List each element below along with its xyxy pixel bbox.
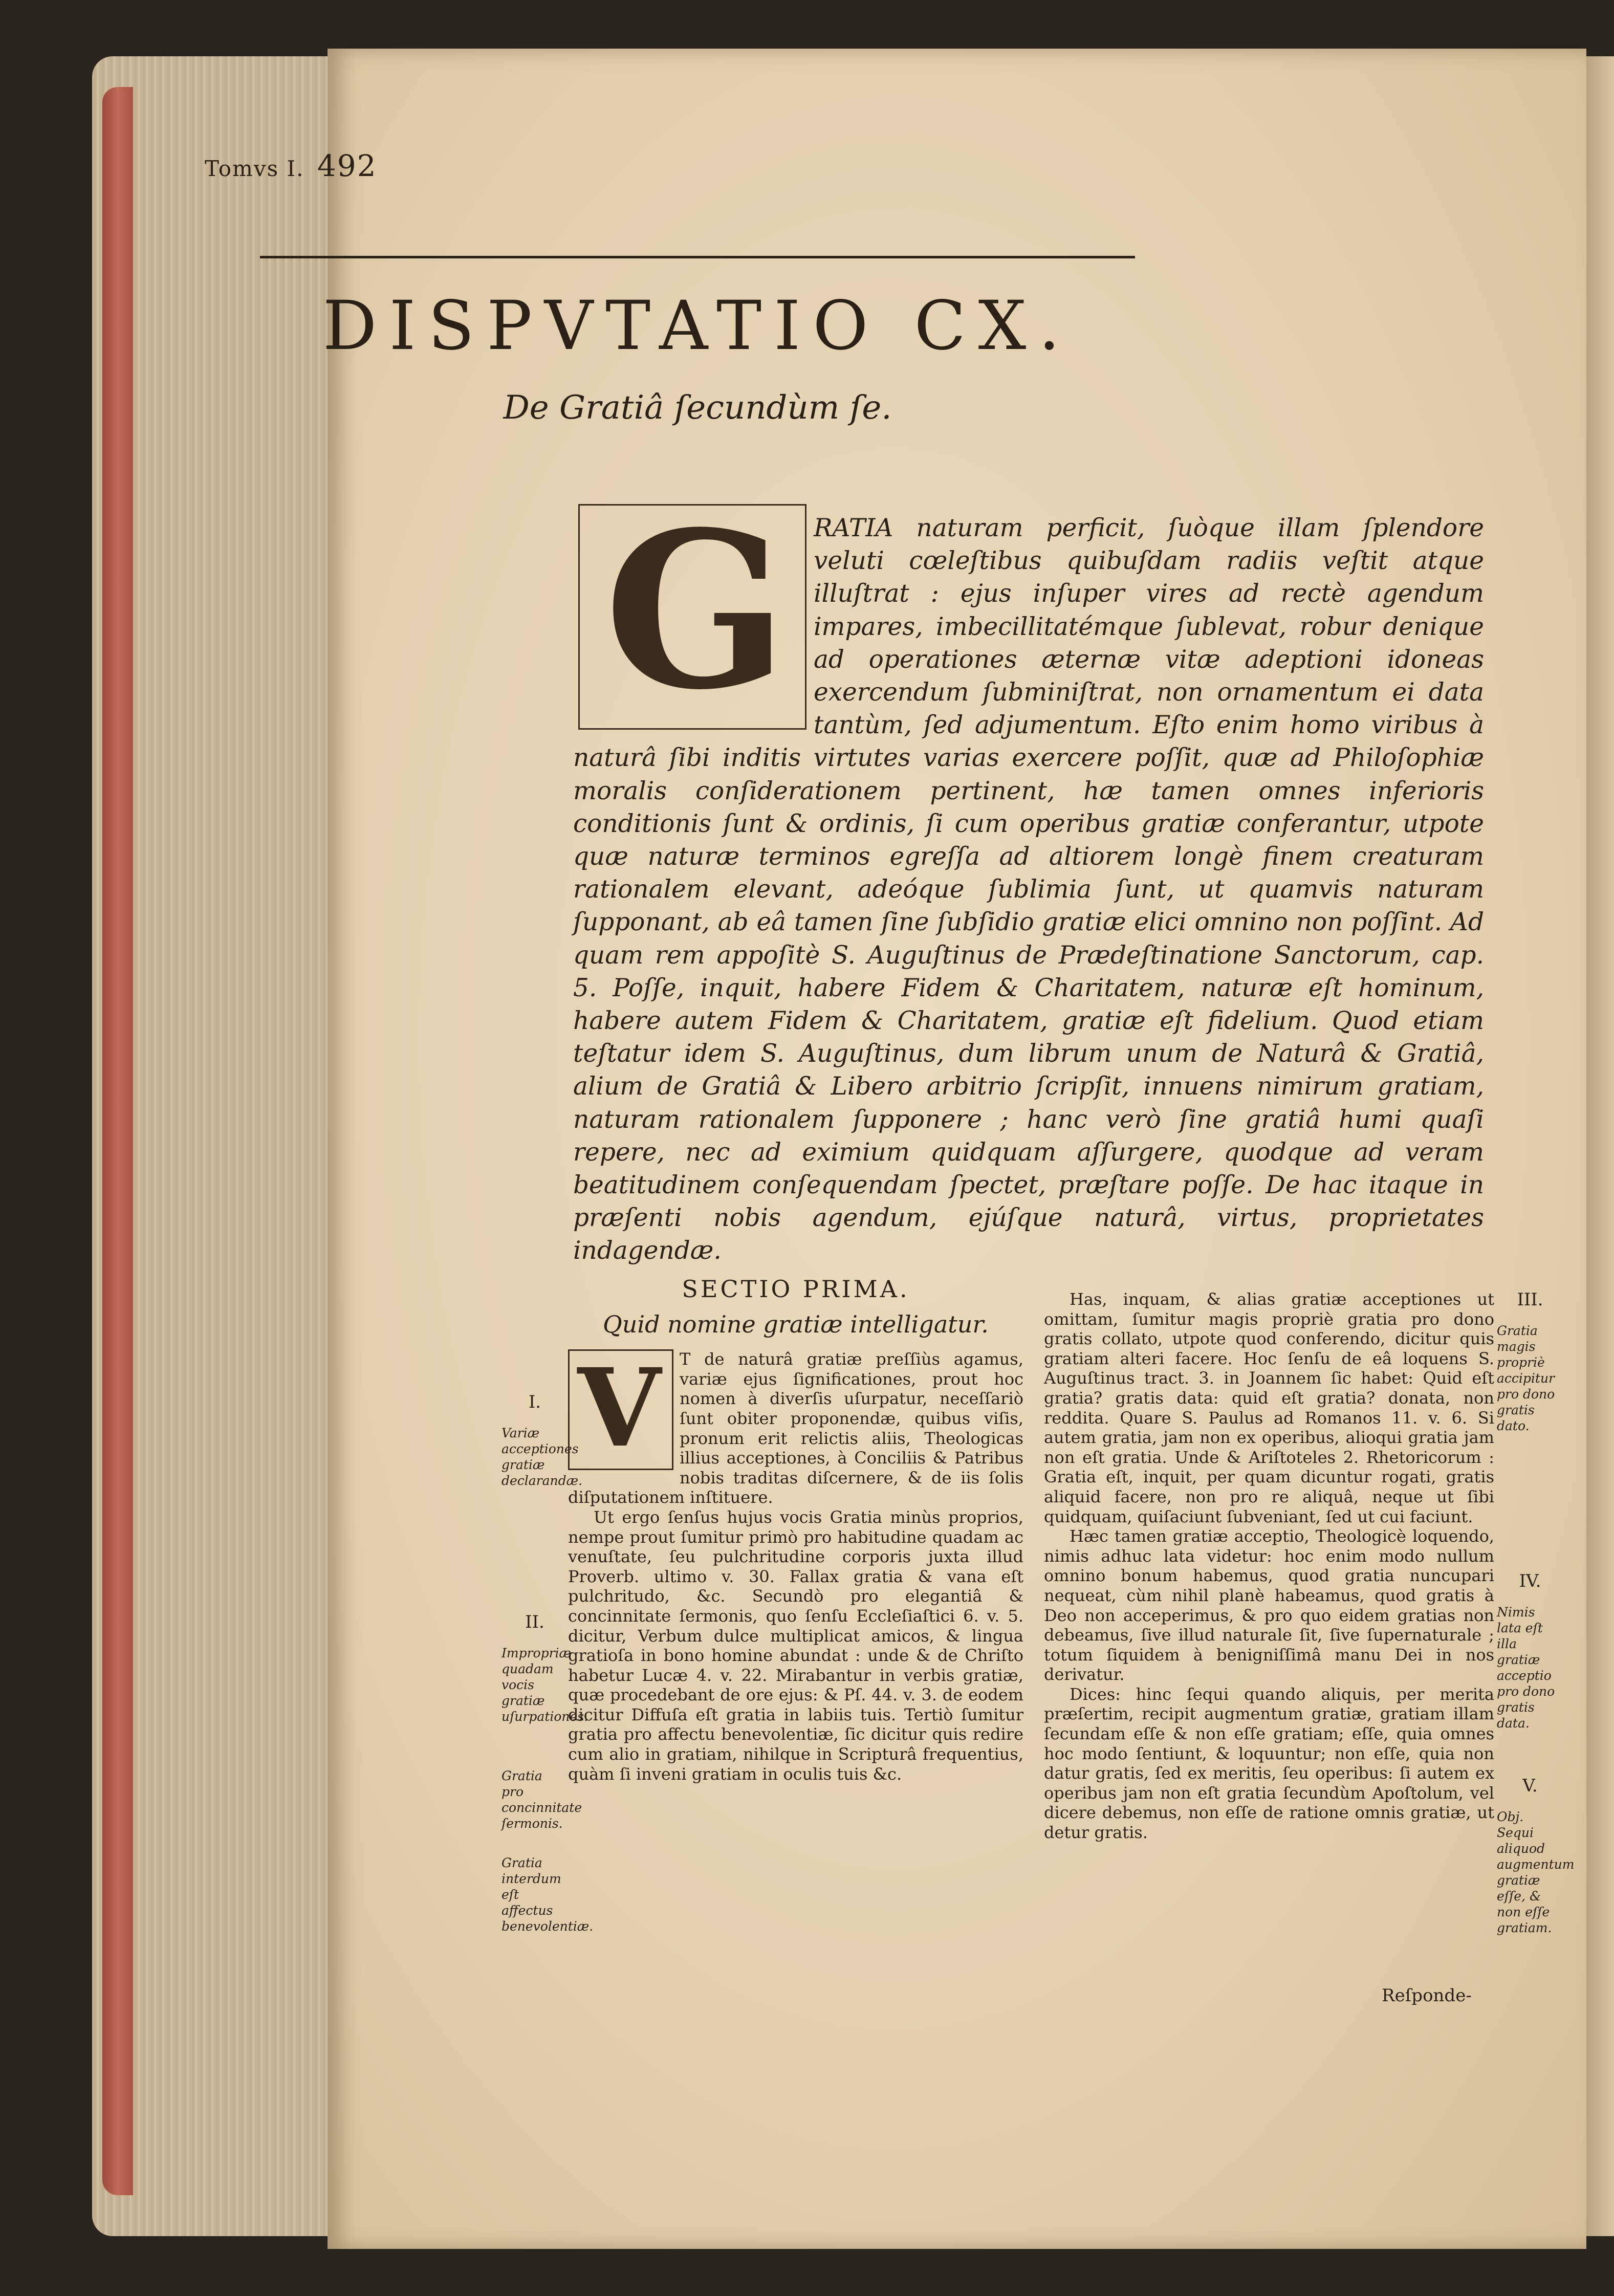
facing-page-edge xyxy=(1586,56,1614,2236)
margin-number-4: IV. xyxy=(1519,1571,1541,1591)
margin-note-5: Gratia magis propriè accipitur pro dono gratis dato. xyxy=(1497,1323,1555,1433)
page-title: DISPVTATIO CX. xyxy=(322,287,1073,365)
catchword: Reſponde- xyxy=(1382,1985,1472,2006)
right-paragraph-2: Hæc tamen gratiæ acceptio, Theologicè loquendo, nimis adhuc lata videtur: hoc enim modo nullum omnino bonum habemus, quod gratia nuncupari nequeat, cùm nihil planè habeamus, quod gratis à Deo non acceperimus, & pro quo eidem gratias non debeamus, ſive illud naturale ſit, ſive ſupernaturale ; totum ſiquidem à benigniſſimâ manu Dei in nos derivatur. xyxy=(1044,1526,1494,1685)
margin-number-5: V. xyxy=(1522,1776,1538,1796)
margin-number-2: II. xyxy=(525,1612,544,1632)
margin-note-6: Nimis lata eſt illa gratiæ acceptio pro dono gratis data. xyxy=(1497,1605,1555,1731)
header-rule xyxy=(260,256,1135,258)
left-column xyxy=(568,1275,1023,1784)
book-page-edges xyxy=(92,56,333,2236)
left-paragraph-1: T de naturâ gratiæ preſſiùs agamus, variæ ejus ſignificationes, prout hoc nomen à diverſis uſurpatur, neceſſariò ſunt obiter proponendæ, quibus viſis, pronum erit relictis aliis, Theologicas illius acceptiones, à Conciliis & Patribus nobis traditas diſcernere, & de iis ſolis diſputationem inſtituere. xyxy=(568,1349,1023,1507)
ornamental-initial-letter: G xyxy=(604,485,788,737)
intro-text: RATIA naturam perficit, ſuòque illam ſplendore veluti cœleſtibus quibuſdam radiis veſtit atque illuſtrat : ejus inſuper vires ad rectè agendum impares, imbecillitatémque ſublevat, robur denique ad operationes æternæ vitæ adeptioni idoneas exercendum ſubminiſtrat, non ornamentum ei data tantùm, ſed adjumentum. Eſto enim homo viribus à naturâ ſibi inditis virtutes varias exercere poſſit, quæ ad Philoſophiæ moralis conſiderationem pertinent, hæ tamen omnes inferioris conditionis ſunt & ordinis, ſi cum operibus gratiæ conferantur, utpote quæ naturæ terminos egreſſa ad altiorem longè finem creaturam rationalem elevant, adeóque ſublimia ſunt, ut quamvis naturam ſupponant, ab eâ tamen ſine ſubſidio gratiæ elici omnino non poſſint. Ad quam rem appoſitè S. Auguſtinus de Prædeſtinatione Sanctorum, cap. 5. Poſſe, inquit, habere Fidem & Charitatem, naturæ eſt hominum, habere autem Fidem & Charitatem, gratiæ eſt fidelium. Quod etiam teſtatur idem S. Auguſtinus, dum librum unum de Naturâ & Gratiâ, alium de Gratiâ & Libero arbitrio ſcripſit, innuens nimirum gratiam, naturam rationalem ſupponere ; hanc verò ſine gratiâ humi quaſi repere, nec ad eximium quidquam aſſurgere, quodque ad veram beatitudinem conſequendam ſpectet, præſtare poſſe. De hac itaque in præſenti nobis agendum, ejúſque naturâ, virtus, proprietates indagendæ. xyxy=(573,514,1484,1265)
intro-paragraph xyxy=(573,512,1484,1267)
section-subtitle: Quid nomine gratiæ intelligatur. xyxy=(603,1310,989,1338)
running-head: Tomvs I. xyxy=(205,156,304,181)
running-header xyxy=(205,148,377,183)
margin-number-3: III. xyxy=(1517,1289,1543,1310)
margin-note-2: Impropriæ quadam vocis gratiæ uſurpationes. xyxy=(501,1646,588,1724)
margin-number-1: I. xyxy=(528,1392,541,1412)
margin-note-4: Gratia interdum eſt affectus benevolentiæ. xyxy=(501,1855,594,1934)
dropcap-spacer xyxy=(573,512,814,737)
margin-note-1: Variæ acceptiones gratiæ declarandæ. xyxy=(501,1426,583,1488)
small-ornamental-initial xyxy=(568,1345,675,1472)
page-subtitle: De Gratiâ ſecundùm ſe. xyxy=(503,389,892,427)
small-initial-letter: V xyxy=(577,1345,661,1472)
page-number: 492 xyxy=(317,148,377,183)
right-paragraph-3: Dices: hinc ſequi quando aliquis, per merita præſertim, recipit augmentum gratiæ, gratiam illam ſecundam eſſe & non eſſe gratiam; eſſe, quia omnes hoc modo ſentiunt, & loquuntur; non eſſe, quia non datur gratis, ſed ex meritis, ſeu operibus: ſi autem ex operibus jam non eſt gratia ſecundùm Apoſtolum, vel dicere debemus, non eſſe de ratione omnis gratiæ, ut detur gratis. xyxy=(1044,1684,1494,1843)
left-paragraph-2: Ut ergo ſenſus hujus vocis Gratia minùs proprios, nempe prout ſumitur primò pro habitudine quadam ac venuſtate, ſeu pulchritudine corporis juxta illud Proverb. ultimo v. 30. Fallax gratia & vana eſt pulchritudo, &c. Secundò pro elegantiâ & concinnitate ſermonis, quo ſenſu Eccleſiaſtici 6. v. 5. dicitur, Verbum dulce multiplicat amicos, & lingua gratioſa in bono homine abundat : unde & de Chriſto habetur Lucæ 4. v. 22. Mirabantur in verbis gratiæ, quæ procedebant de ore ejus: & Pſ. 44. v. 3. de eodem dicitur Diffuſa eſt gratia in labiis tuis. Tertiò ſumitur gratia pro affectu benevolentiæ, ſic dicitur quis redire cum alio in gratiam, nihilque in Scripturâ frequentius, quàm ſi inveni gratiam in oculis tuis &c. xyxy=(568,1507,1023,1784)
right-column xyxy=(1044,1289,1494,1843)
right-paragraph-1: Has, inquam, & alias gratiæ acceptiones ut omittam, ſumitur magis propriè gratia pro dono gratis collato, utpote quod conferendo, dicitur quis gratiam alteri facere. Hoc ſenſu de eâ loquens S. Auguſtinus tract. 3. in Joannem ſic habet: Quid eſt gratia? gratis data: quid eſt gratia? donata, non reddita. Quare S. Paulus ad Romanos 11. v. 6. Si autem gratia, jam non ex operibus, alioqui gratia jam non eſt gratia. Unde & Ariſtoteles 2. Rhetoricorum : Gratia eſt, inquit, per quam dicuntur rogati, gratis aliquid facere, non pro re aliquâ, neque ut ſibi quidquam, quiſaciunt ſubveniant, ſed ut cui faciunt. xyxy=(1044,1289,1494,1526)
margin-note-3: Gratia pro concinnitate ſermonis. xyxy=(501,1768,582,1831)
margin-note-7: Obj. Sequi aliquod augmentum gratiæ eſſe, & non eſſe gratiam. xyxy=(1497,1809,1575,1935)
section-title: SECTIO PRIMA. xyxy=(682,1275,910,1303)
